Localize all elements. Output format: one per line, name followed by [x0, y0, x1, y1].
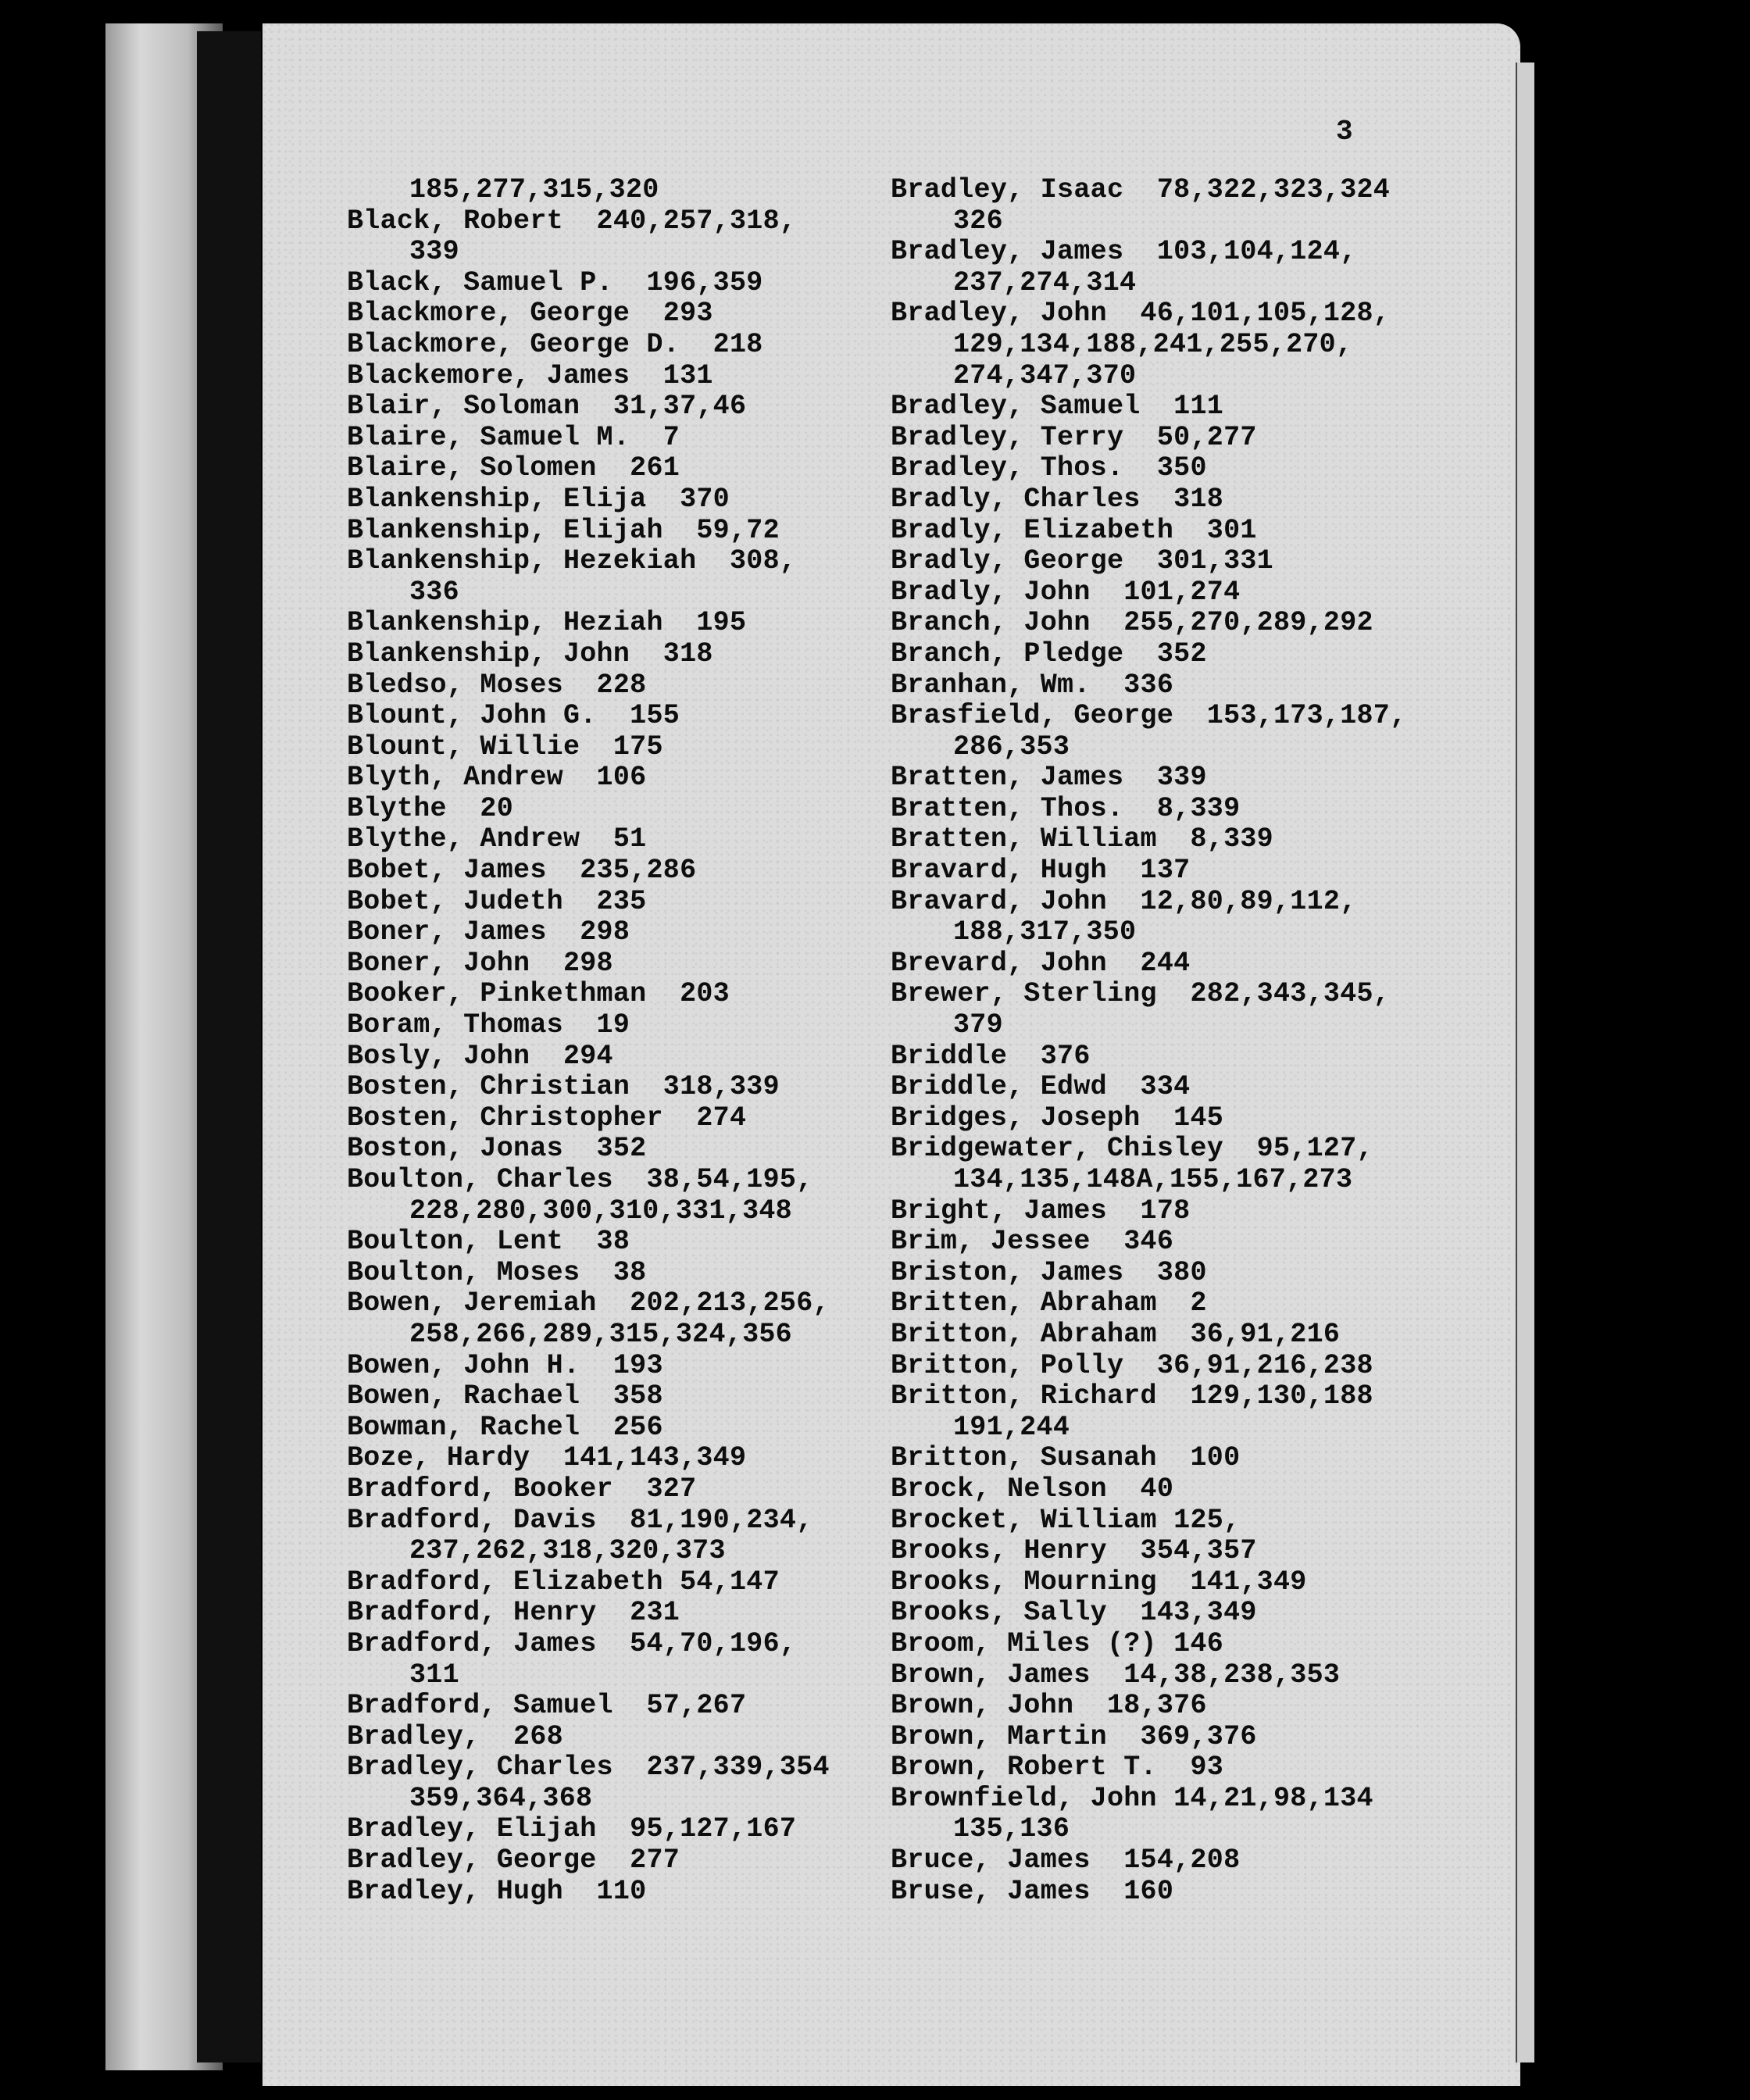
index-entry: Bruce, James 154,208 — [891, 1845, 1241, 1877]
index-entry-continuation: 339 — [409, 236, 459, 268]
index-entry: Black, Robert 240,257,318, — [347, 205, 797, 237]
book-gutter — [197, 31, 261, 2062]
index-entry-continuation: 188,317,350 — [953, 916, 1137, 948]
index-column-left — [347, 175, 830, 1907]
index-entry: Boulton, Lent 38 — [347, 1226, 630, 1258]
index-entry: Blackemore, James 131 — [347, 359, 713, 391]
index-entry: Bradley, Samuel 111 — [891, 391, 1224, 423]
index-entry: Booker, Pinkethman 203 — [347, 978, 730, 1010]
index-entry: Boner, John 298 — [347, 947, 613, 979]
index-entry: Blount, Willie 175 — [347, 730, 663, 762]
index-entry-continuation: 379 — [953, 1009, 1003, 1041]
index-entry: Blount, John G. 155 — [347, 700, 680, 732]
index-entry: Bobet, Judeth 235 — [347, 885, 647, 917]
index-entry-continuation: 185,277,315,320 — [409, 174, 659, 205]
index-entry: Bradley, Terry 50,277 — [891, 421, 1257, 453]
index-entry-continuation: 135,136 — [953, 1813, 1070, 1845]
index-entry: Bravard, Hugh 137 — [891, 855, 1191, 887]
page-edge — [1516, 62, 1534, 2062]
index-entry: Bowen, Rachael 358 — [347, 1380, 663, 1412]
index-entry: Bosten, Christopher 274 — [347, 1102, 747, 1134]
index-entry: Boze, Hardy 141,143,349 — [347, 1442, 747, 1474]
index-entry: Brown, Martin 369,376 — [891, 1720, 1257, 1752]
index-entry-continuation: 228,280,300,310,331,348 — [409, 1195, 792, 1227]
page-number: 3 — [1336, 116, 1353, 148]
index-entry: Brooks, Sally 143,349 — [891, 1597, 1257, 1629]
index-entry: Bradley, 268 — [347, 1720, 563, 1752]
index-entry: Bright, James 178 — [891, 1195, 1191, 1227]
index-entry: Britton, Susanah 100 — [891, 1442, 1241, 1474]
index-entry: Blythe 20 — [347, 792, 514, 824]
index-entry-continuation: 129,134,188,241,255,270, — [953, 328, 1353, 360]
index-entry: Blackmore, George D. 218 — [347, 328, 763, 360]
index-entry: Bradley, Charles 237,339,354 — [347, 1752, 830, 1784]
index-entry: Branch, John 255,270,289,292 — [891, 607, 1373, 639]
index-entry: Blankenship, John 318 — [347, 638, 713, 670]
index-entry: Boulton, Moses 38 — [347, 1256, 647, 1288]
index-entry: Bledso, Moses 228 — [347, 669, 647, 701]
index-entry: Bridges, Joseph 145 — [891, 1102, 1224, 1134]
index-entry: Brown, Robert T. 93 — [891, 1752, 1224, 1784]
index-entry: Briddle, Edwd 334 — [891, 1071, 1191, 1103]
index-entry: Bradley, George 277 — [347, 1845, 680, 1877]
index-entry: Brasfield, George 153,173,187, — [891, 700, 1407, 732]
index-entry: Briston, James 380 — [891, 1256, 1207, 1288]
index-entry: Brocket, William 125, — [891, 1504, 1241, 1536]
index-entry-continuation: 326 — [953, 205, 1003, 237]
index-entry: Brown, John 18,376 — [891, 1690, 1207, 1722]
index-entry: Bradley, Thos. 350 — [891, 452, 1207, 484]
index-entry: Boram, Thomas 19 — [347, 1009, 630, 1041]
index-entry: Bradley, James 103,104,124, — [891, 236, 1357, 268]
index-entry: Britton, Polly 36,91,216,238 — [891, 1349, 1373, 1381]
index-entry-continuation: 336 — [409, 576, 459, 608]
index-entry-continuation: 237,274,314 — [953, 266, 1137, 298]
index-entry: Boston, Jonas 352 — [347, 1133, 647, 1165]
index-entry: Bradford, Elizabeth 54,147 — [347, 1566, 780, 1598]
index-entry: Bruse, James 160 — [891, 1875, 1174, 1907]
index-entry-continuation: 311 — [409, 1659, 459, 1691]
index-entry: Blair, Soloman 31,37,46 — [347, 391, 747, 423]
index-entry-continuation: 191,244 — [953, 1411, 1070, 1443]
index-entry: Bradford, Booker 327 — [347, 1473, 697, 1505]
index-entry: Blankenship, Elija 370 — [347, 483, 730, 515]
index-entry: Britten, Abraham 2 — [891, 1288, 1207, 1320]
index-entry: Brooks, Mourning 141,349 — [891, 1566, 1307, 1598]
index-entry: Blythe, Andrew 51 — [347, 823, 647, 855]
index-entry: Bradly, John 101,274 — [891, 576, 1241, 608]
index-entry: Britton, Richard 129,130,188 — [891, 1380, 1373, 1412]
index-entry-continuation: 286,353 — [953, 730, 1070, 762]
index-entry-continuation: 134,135,148A,155,167,273 — [953, 1164, 1353, 1195]
index-entry: Brim, Jessee 346 — [891, 1226, 1174, 1258]
index-entry: Bradley, Elijah 95,127,167 — [347, 1813, 797, 1845]
index-entry: Bosten, Christian 318,339 — [347, 1071, 780, 1103]
index-entry: Blackmore, George 293 — [347, 298, 713, 330]
index-entry: Bradly, George 301,331 — [891, 545, 1273, 577]
index-entry: Brewer, Sterling 282,343,345, — [891, 978, 1391, 1010]
index-entry: Black, Samuel P. 196,359 — [347, 266, 763, 298]
index-column-right — [891, 175, 1406, 1907]
index-entry-continuation: 274,347,370 — [953, 359, 1137, 391]
index-entry: Broom, Miles (?) 146 — [891, 1627, 1224, 1659]
index-entry: Bratten, William 8,339 — [891, 823, 1273, 855]
index-entry: Bradly, Charles 318 — [891, 483, 1224, 515]
index-entry: Bravard, John 12,80,89,112, — [891, 885, 1357, 917]
index-entry: Brownfield, John 14,21,98,134 — [891, 1782, 1373, 1814]
index-entry: Blyth, Andrew 106 — [347, 762, 647, 794]
index-entry: Brooks, Henry 354,357 — [891, 1535, 1257, 1567]
index-entry: Brown, James 14,38,238,353 — [891, 1659, 1341, 1691]
index-entry: Bratten, James 339 — [891, 762, 1207, 794]
index-entry: Blankenship, Elijah 59,72 — [347, 514, 780, 546]
index-entry: Branch, Pledge 352 — [891, 638, 1207, 670]
index-entry: Bradley, John 46,101,105,128, — [891, 298, 1391, 330]
index-entry: Brevard, John 244 — [891, 947, 1191, 979]
index-entry: Bobet, James 235,286 — [347, 855, 697, 887]
index-entry: Britton, Abraham 36,91,216 — [891, 1318, 1341, 1350]
index-entry: Briddle 376 — [891, 1040, 1091, 1072]
index-entry: Bowen, Jeremiah 202,213,256, — [347, 1288, 830, 1320]
index-entry: Bradley, Isaac 78,322,323,324 — [891, 174, 1391, 205]
index-entry: Blaire, Solomen 261 — [347, 452, 680, 484]
index-entry: Bradley, Hugh 110 — [347, 1875, 647, 1907]
index-entry-continuation: 258,266,289,315,324,356 — [409, 1318, 792, 1350]
index-entry: Bowman, Rachel 256 — [347, 1411, 663, 1443]
index-entry: Bosly, John 294 — [347, 1040, 613, 1072]
index-entry: Blaire, Samuel M. 7 — [347, 421, 680, 453]
index-entry: Bradford, Davis 81,190,234, — [347, 1504, 813, 1536]
index-entry: Bradford, James 54,70,196, — [347, 1627, 797, 1659]
index-entry: Blankenship, Hezekiah 308, — [347, 545, 797, 577]
index-entry: Bradford, Henry 231 — [347, 1597, 680, 1629]
index-entry: Bradly, Elizabeth 301 — [891, 514, 1257, 546]
index-entry: Boner, James 298 — [347, 916, 630, 948]
index-entry: Brock, Nelson 40 — [891, 1473, 1174, 1505]
index-entry: Branhan, Wm. 336 — [891, 669, 1174, 701]
index-entry: Blankenship, Heziah 195 — [347, 607, 747, 639]
index-entry-continuation: 237,262,318,320,373 — [409, 1535, 726, 1567]
index-entry: Bradford, Samuel 57,267 — [347, 1690, 747, 1722]
index-entry: Bridgewater, Chisley 95,127, — [891, 1133, 1373, 1165]
index-entry-continuation: 359,364,368 — [409, 1782, 593, 1814]
index-entry: Bowen, John H. 193 — [347, 1349, 663, 1381]
index-entry: Boulton, Charles 38,54,195, — [347, 1164, 813, 1195]
index-entry: Bratten, Thos. 8,339 — [891, 792, 1241, 824]
